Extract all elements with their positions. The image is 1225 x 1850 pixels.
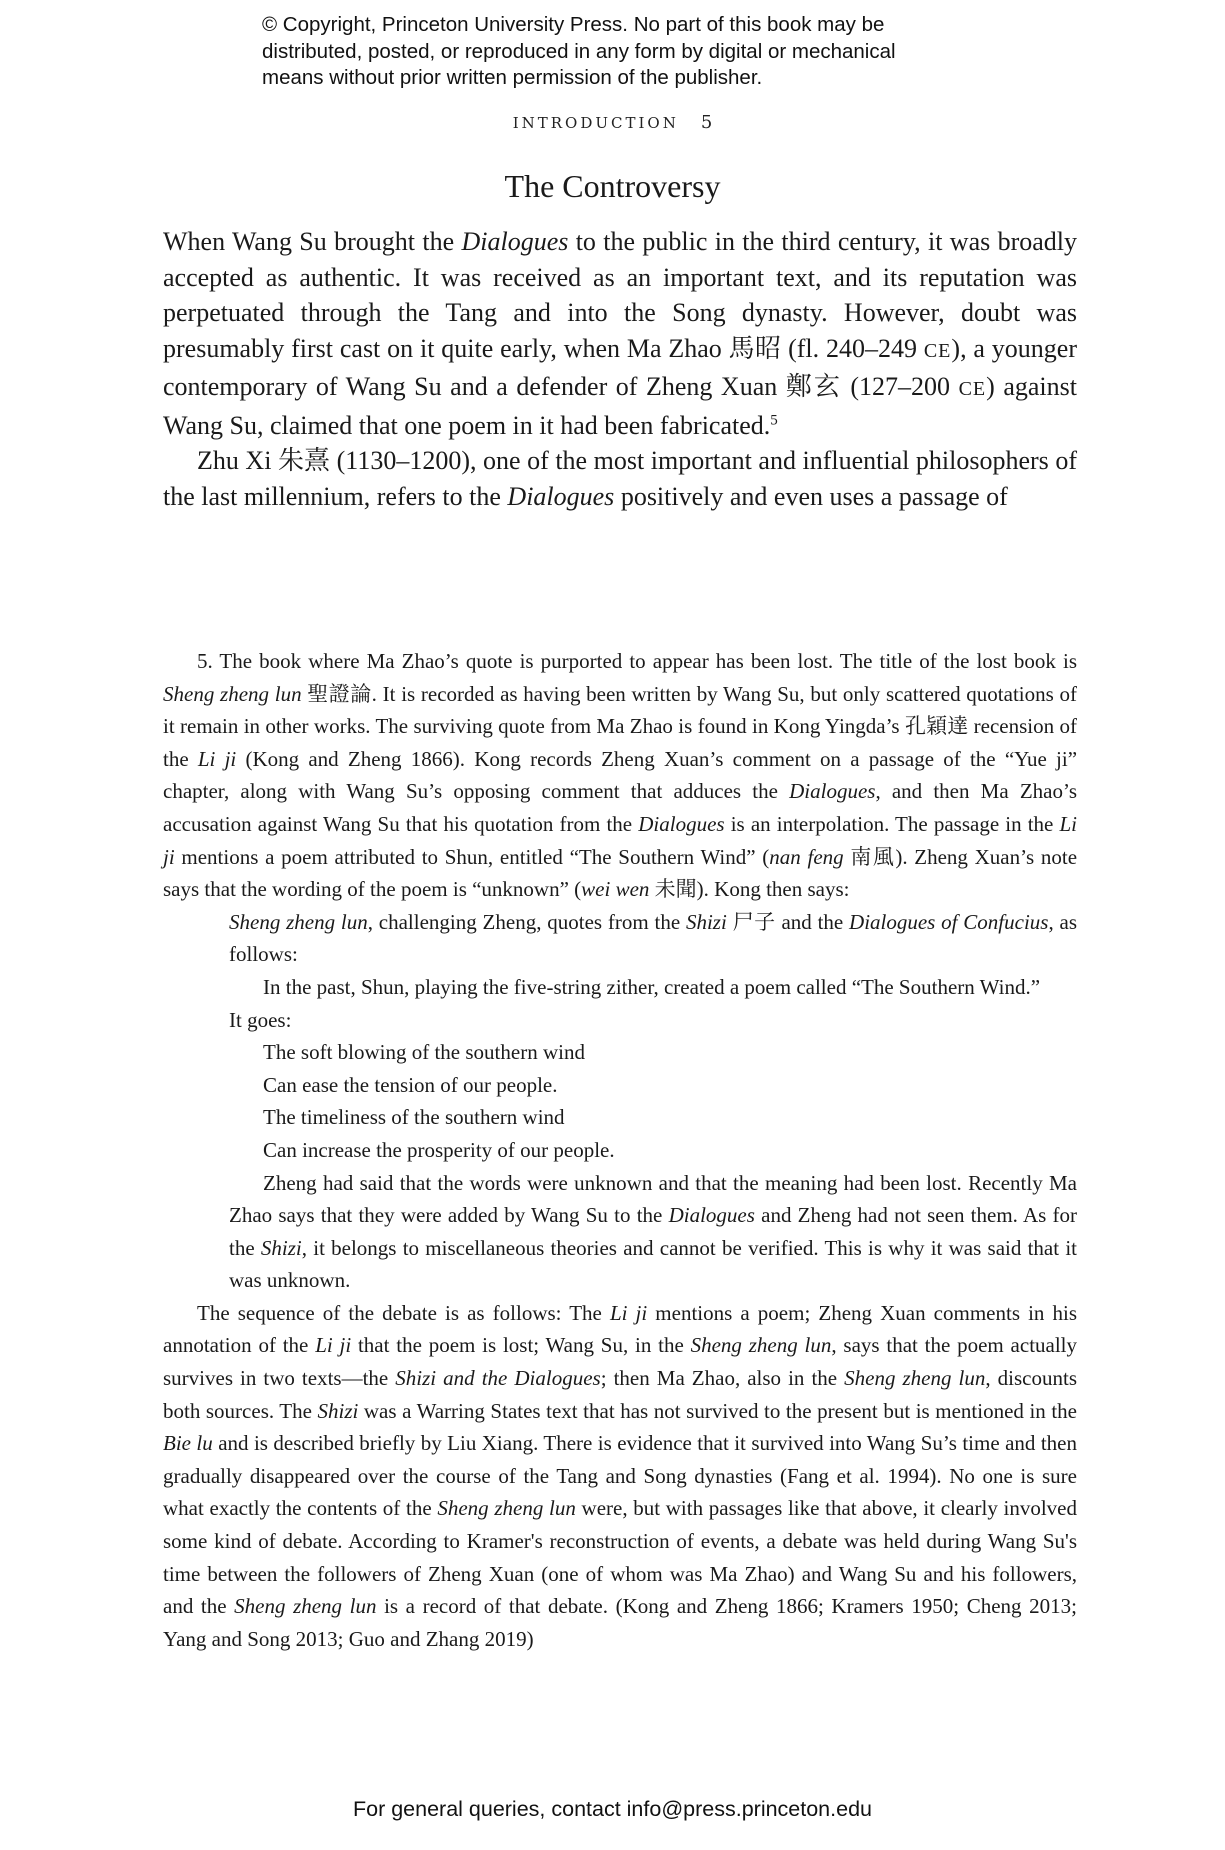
copyright-line: distributed, posted, or reproduced in any form by digital or mechanical (262, 39, 896, 63)
poem-line: The timeliness of the southern wind (263, 1105, 565, 1130)
copyright-line: means without prior written permission of the publisher. (262, 66, 763, 89)
running-head (0, 112, 1225, 133)
footnote-paragraph: The sequence of the debate is as follows: The Li ji mentions a poem; Zheng Xuan comments in his annotation of the Li ji that the poem is lost; Wang Su, in the Sheng zheng lun, says that the poem actually survives in two texts—the Shizi and the Dialogues; then Ma Zhao, also in the Sheng zheng lun, discounts both sources. The Shizi was a Warring States text that has not survived to the present but is mentioned in the Bie lu and is described briefly by Liu Xiang. There is evidence that it survived into Wang Su’s time and then gradually disappeared over the course of the Tang and Song dynasties (Fang et al. 1994). No one is sure what exactly the contents of the Sheng zheng lun were, but with passages like that above, it clearly involved some kind of debate. According to Kramer's reconstruction of events, a debate was held during Wang Su's time between the followers of Zheng Xuan (one of whom was Ma Zhao) and Wang Su and his followers, and the Sheng zheng lun is a record of that debate. (Kong and Zheng 1866; Kramers 1950; Cheng 2013; Yang and Song 2013; Guo and Zhang 2019) (163, 1300, 1078, 1651)
poem-line: The soft blowing of the southern wind (263, 1040, 585, 1065)
copyright-notice (262, 12, 1022, 92)
paragraph: When Wang Su brought the Dialogues to the public in the third century, it was broadly accepted as authentic. It was received as an important text, and its reputation was perpetuated through the Tang and into the Song dynasty. However, doubt was presumably first cast on it quite early, when Ma Zhao 馬昭 (fl. 240–249 CE), a younger contemporary of Wang Su and a defender of Zheng Xuan 鄭玄 (127–200 CE) against Wang Su, claimed that one poem in it had been fabricated.$^5$ (163, 227, 1077, 440)
poem-line: Can increase the prosperity of our people. (263, 1137, 615, 1162)
page-number: 5 (700, 112, 713, 133)
footnote-paragraph: 5. The book where Ma Zhao’s quote is purported to appear has been lost. The title of the lost book is Sheng zheng lun 聖證論. It is recorded as having been written by Wang Su, but only scattered quotations of it remain in other works. The surviving quote from Ma Zhao is found in Kong Yingda’s 孔穎達 recension of the Li ji (Kong and Zheng 1866). Kong records Zheng Xuan’s comment on a passage of the “Yue ji” chapter, along with Wang Su’s opposing comment that adduces the Dialogues, and then Ma Zhao’s accusation against Wang Su that his quotation from the Dialogues is an interpolation. The passage in the Li ji mentions a poem attributed to Shun, entitled “The Southern Wind” (nan feng 南風). Zheng Xuan’s note says that the wording of the poem is “unknown” (wei wen 未聞). Kong then says: (163, 649, 1078, 902)
running-head-label: INTRODUCTION (512, 114, 679, 132)
section-title: The Controversy (504, 168, 721, 204)
paragraph: Zhu Xi 朱熹 (1130–1200), one of the most important and influential philosophers of the last millennium, refers to the Dialogues positively and even uses a passage of (163, 446, 1077, 511)
footer-contact: For general queries, contact info@press.princeton.edu (352, 1797, 872, 1821)
copyright-line: © Copyright, Princeton University Press. No part of this book may be (262, 13, 885, 36)
footnote-reference[interactable]: 5 (770, 411, 778, 428)
footnote (163, 645, 1077, 1655)
poem-line: Can ease the tension of our people. (263, 1072, 558, 1097)
block-quote: In the past, Shun, playing the five-string zither, created a poem called “The Southern Wind.” (263, 974, 1041, 999)
block-quote: Sheng zheng lun, challenging Zheng, quotes from the Shizi 尸子 and the Dialogues of Confucius, as follows: (229, 909, 1077, 967)
body-text (163, 224, 1077, 514)
block-quote: It goes: (229, 1007, 292, 1032)
block-quote: Zheng had said that the words were unknown and that the meaning had been lost. Recently Ma Zhao says that they were added by Wang Su to the Dialogues and Zheng had not seen them. As for the Shizi, it belongs to miscellaneous theories and cannot be verified. This is why it was said that it was unknown. (229, 1170, 1078, 1293)
